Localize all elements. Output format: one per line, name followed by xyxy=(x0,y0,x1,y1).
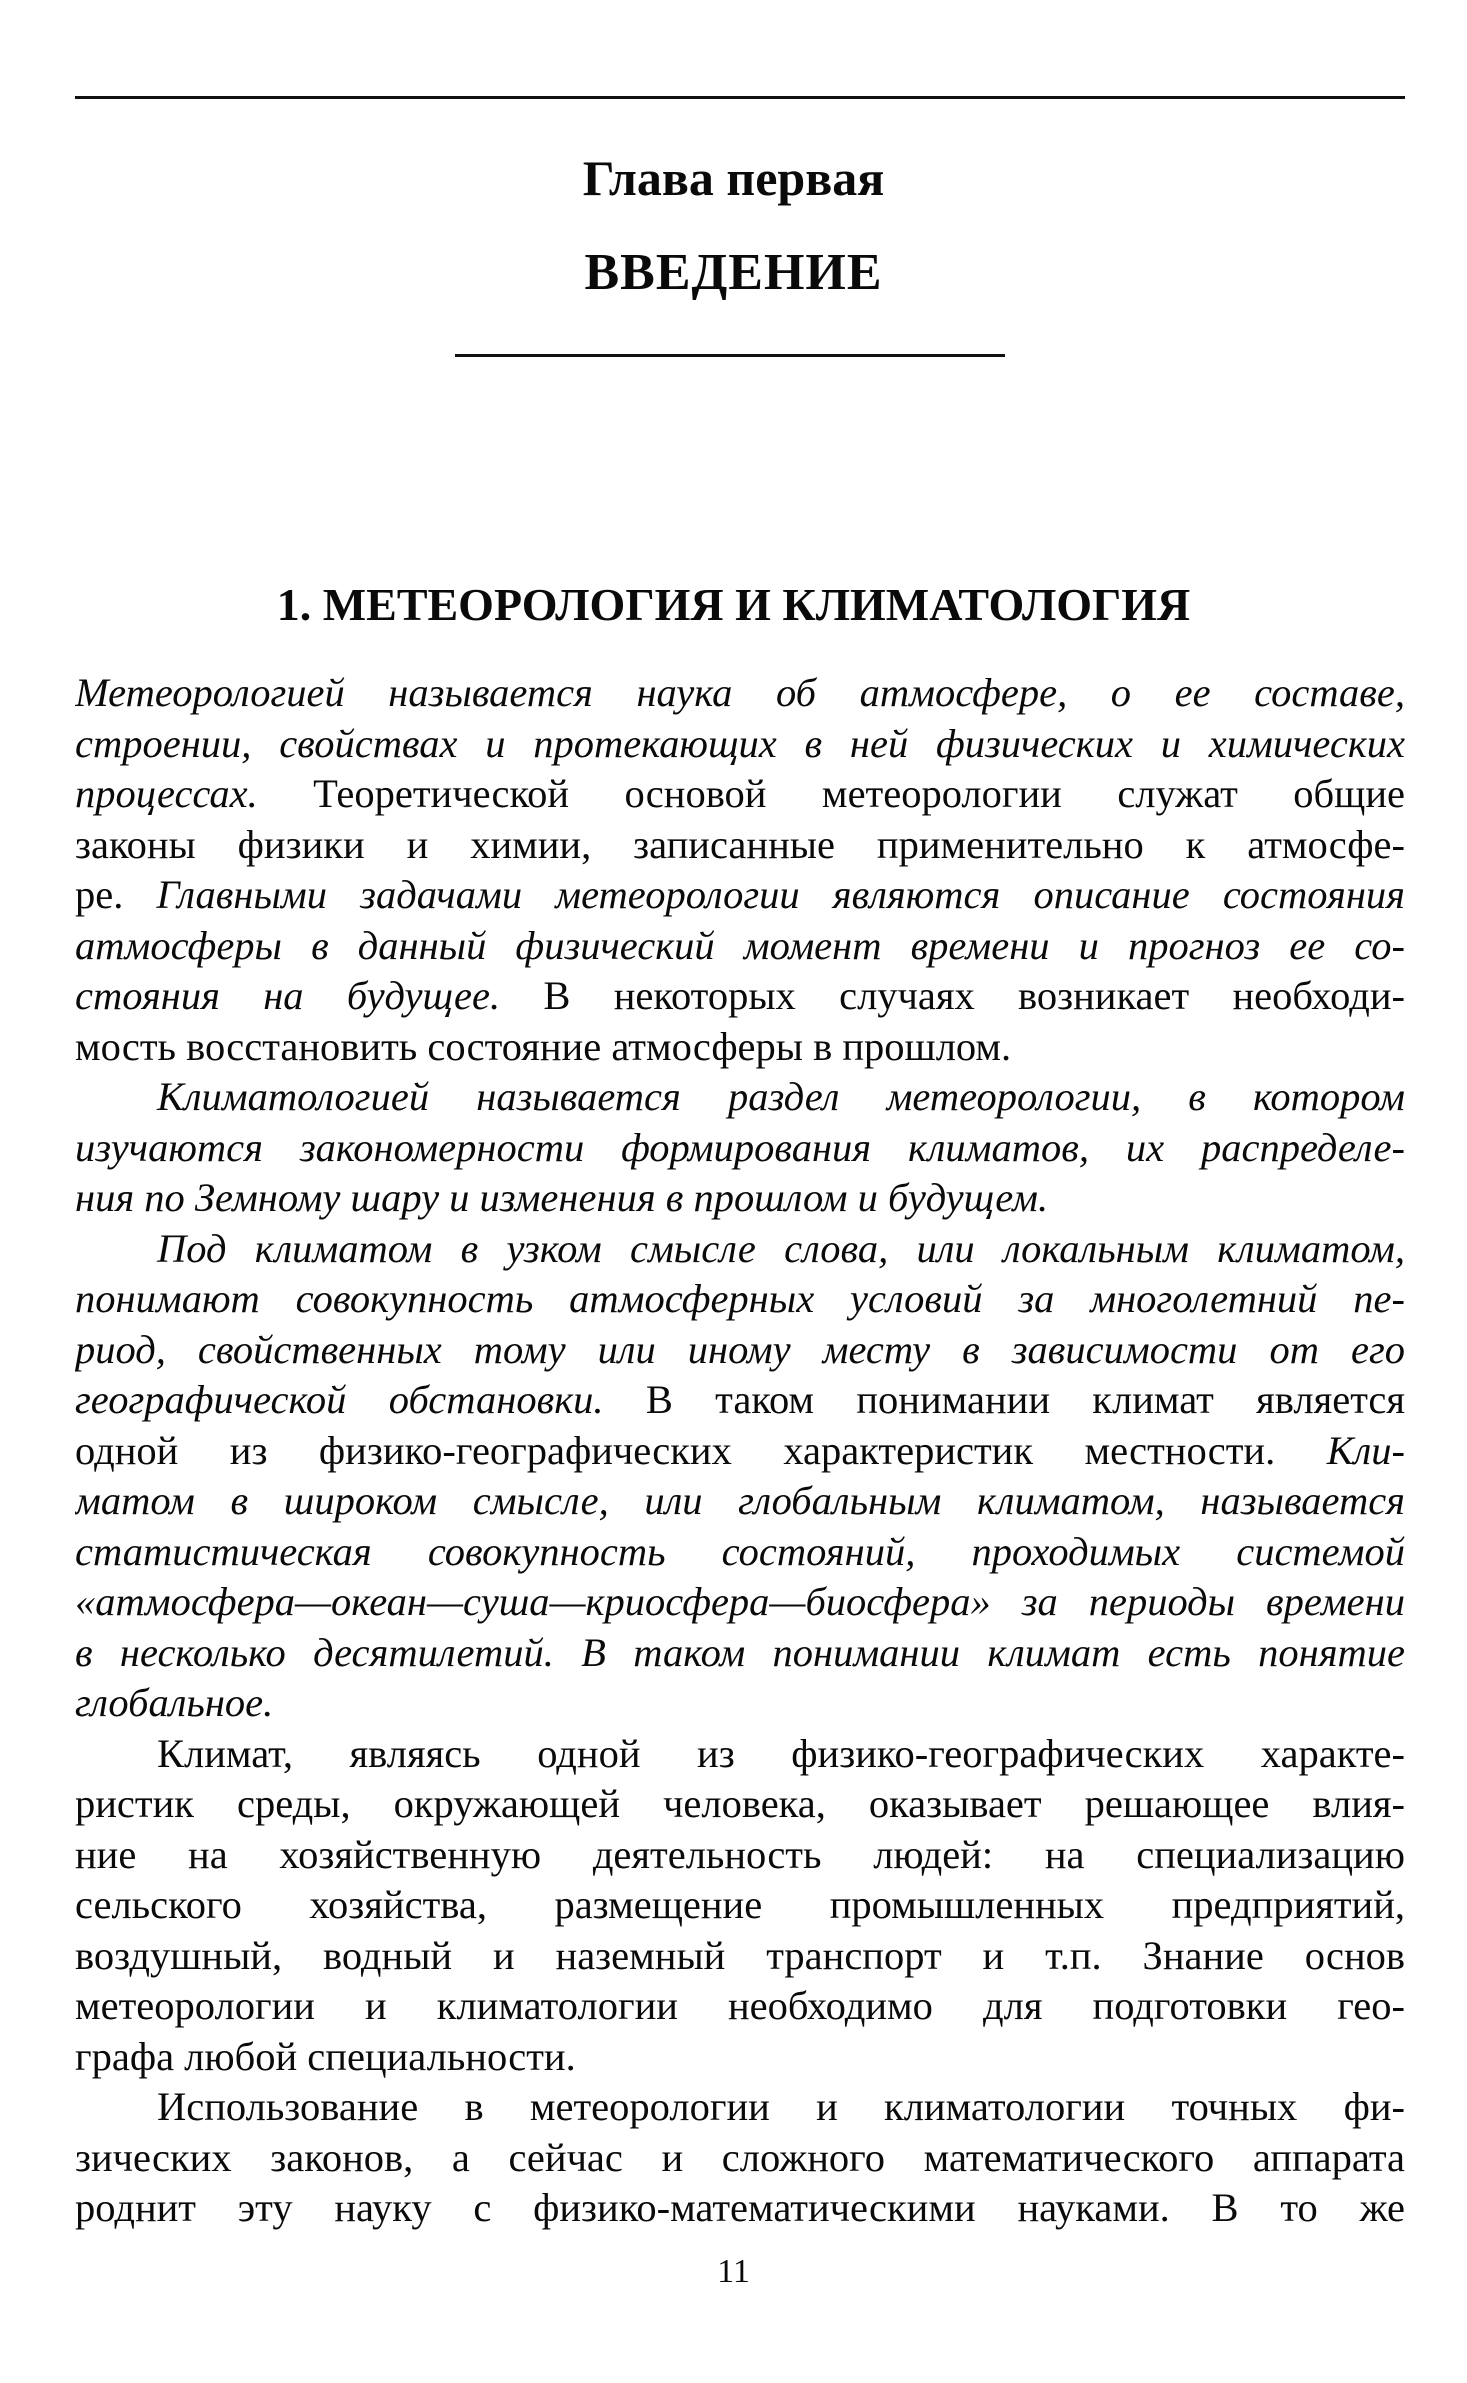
text-line xyxy=(75,2032,1405,2083)
text-segment: роднит эту науку с физико-математическими науками. В то же xyxy=(75,2185,1405,2230)
text-segment: Климат, являясь одной из физико-географических характе- xyxy=(157,1730,1405,1776)
text-line xyxy=(75,1224,1405,1275)
text-segment: атмосферы в данный физический момент времени и прогноз ее со- xyxy=(75,922,1405,968)
text-line xyxy=(75,668,1405,719)
text-segment: Метеорологией называется наука об атмосфере, о ее составе, xyxy=(75,670,1405,715)
text-segment: строении, свойствах и протекающих в ней физических и химических xyxy=(75,720,1405,766)
text-line xyxy=(75,1426,1405,1477)
text-segment: В некоторых случаях возникает необходи- xyxy=(500,973,1405,1018)
text-line xyxy=(75,1527,1405,1578)
text-segment: Под климатом в узком смысле слова, или локальным климатом, xyxy=(157,1225,1405,1271)
text-segment: метеорологии и климатологии необходимо для подготовки гео- xyxy=(75,1983,1405,2028)
text-segment: изучаются закономерности формирования климатов, их распределе- xyxy=(75,1124,1405,1170)
top-rule xyxy=(75,96,1405,99)
text-segment: мость восстановить состояние атмосферы в прошлом. xyxy=(75,1023,1012,1069)
text-segment: Теоретической основой метеорологии служат общие xyxy=(257,771,1405,816)
text-segment: графа любой специальности. xyxy=(75,2033,576,2079)
text-segment: воздушный, водный и наземный транспорт и т.п. Знание основ xyxy=(75,1932,1405,1978)
text-segment: ристик среды, окружающей человека, оказывает решающее влия- xyxy=(75,1781,1405,1826)
text-line xyxy=(75,1931,1405,1982)
text-line xyxy=(75,1779,1405,1830)
text-line xyxy=(75,2133,1405,2184)
text-line xyxy=(75,2183,1405,2234)
text-segment: стояния на будущее. xyxy=(75,973,501,1018)
text-segment: географической обстановки. xyxy=(75,1377,604,1422)
text-segment: «атмосфера—океан—суша—криосфера—биосфера» за периоды времени xyxy=(75,1579,1405,1624)
text-segment: В таком понимании климат является xyxy=(603,1377,1405,1422)
text-line xyxy=(75,1173,1405,1224)
text-segment: ния по Земному шару и изменения в прошлом и будущем. xyxy=(75,1175,1049,1220)
text-segment: одной из физико-географических характеристик местности. xyxy=(75,1427,1327,1473)
text-line xyxy=(75,1072,1405,1123)
text-segment: ние на хозяйственную деятельность людей: на специализацию xyxy=(75,1831,1405,1877)
text-segment: ре. xyxy=(75,872,157,917)
text-segment: матом в широком смысле, или глобальным климатом, называется xyxy=(75,1478,1405,1523)
text-segment: в несколько десятилетий. В таком понимании климат есть понятие xyxy=(75,1629,1405,1675)
text-line xyxy=(75,1123,1405,1174)
body-text xyxy=(75,668,1405,2234)
text-segment: процессах. xyxy=(75,771,258,816)
text-line xyxy=(75,1022,1405,1073)
text-line xyxy=(75,1375,1405,1426)
chapter-title: ВВЕДЕНИЕ xyxy=(584,244,883,301)
text-segment: глобальное. xyxy=(75,1680,274,1725)
text-line xyxy=(75,1476,1405,1527)
text-segment: Главными задачами метеорологии являются описание состояния xyxy=(156,872,1405,917)
text-line xyxy=(75,769,1405,820)
text-line xyxy=(75,971,1405,1022)
text-segment: Кли- xyxy=(1326,1427,1405,1473)
text-line xyxy=(75,921,1405,972)
text-line xyxy=(75,820,1405,871)
text-line xyxy=(75,2082,1405,2133)
text-line xyxy=(75,1325,1405,1376)
text-segment: статистическая совокупность состояний, проходимых системой xyxy=(75,1528,1405,1574)
text-segment: понимают совокупность атмосферных условий за многолетний пе- xyxy=(75,1276,1405,1321)
text-line xyxy=(75,1678,1405,1729)
title-rule xyxy=(455,354,1005,357)
text-line xyxy=(75,719,1405,770)
text-line xyxy=(75,870,1405,921)
section-heading: 1. МЕТЕОРОЛОГИЯ И КЛИМАТОЛОГИЯ xyxy=(276,579,1191,630)
page-number: 11 xyxy=(717,2253,750,2290)
text-line xyxy=(75,1830,1405,1881)
text-segment: законы физики и химии, записанные применительно к атмосфе- xyxy=(75,821,1405,867)
text-line xyxy=(75,1729,1405,1780)
text-segment: риод, свойственных тому или иному месту в зависимости от его xyxy=(75,1326,1405,1372)
text-segment: Климатологией называется раздел метеорологии, в котором xyxy=(157,1074,1405,1119)
text-line xyxy=(75,1274,1405,1325)
text-segment: зических законов, а сейчас и сложного математического аппарата xyxy=(75,2134,1405,2180)
text-line xyxy=(75,1628,1405,1679)
text-segment: Использование в метеорологии и климатологии точных фи- xyxy=(157,2084,1405,2129)
text-segment: сельского хозяйства, размещение промышленных предприятий, xyxy=(75,1882,1405,1927)
text-line xyxy=(75,1981,1405,2032)
text-line xyxy=(75,1577,1405,1628)
chapter-label: Глава первая xyxy=(582,150,885,206)
text-line xyxy=(75,1880,1405,1931)
